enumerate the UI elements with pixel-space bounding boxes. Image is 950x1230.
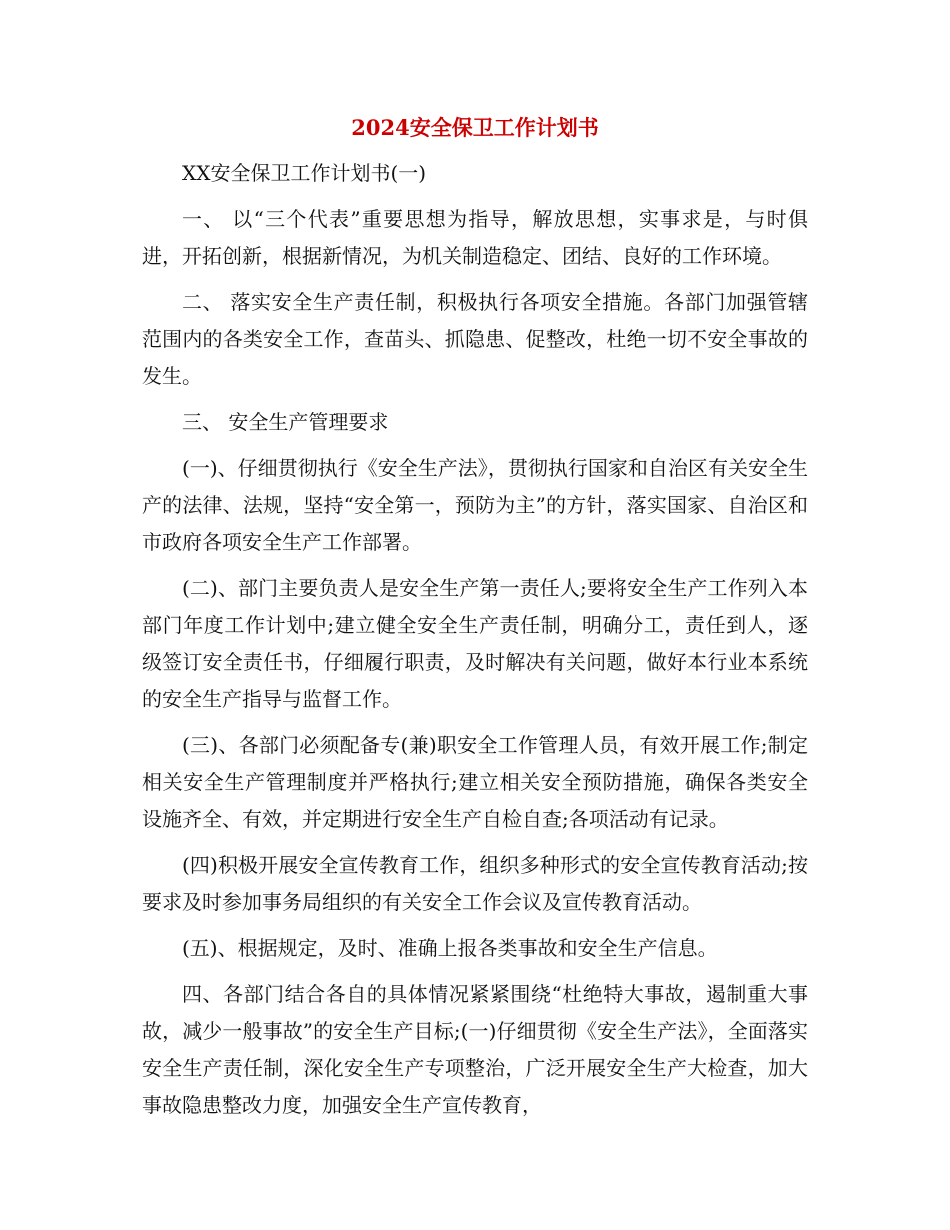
paragraph-subtitle: XX安全保卫工作计划书(一) bbox=[182, 161, 427, 185]
document-body bbox=[142, 155, 808, 1133]
paragraph-item-1: (一)、仔细贯彻执行《安全生产法》，贯彻执行国家和自治区有关安全生产的法律、法规，坚持“安全第一，预防为主”的方针，落实国家、自治区和市政府各项安全生产工作部署。 bbox=[142, 456, 808, 554]
paragraph-section-2: 二、 落实安全生产责任制，积极执行各项安全措施。各部门加强管辖范围内的各类安全工作，查苗头、抓隐患、促整改，杜绝一切不安全事故的发生。 bbox=[142, 290, 808, 388]
paragraph-section-1: 一、 以“三个代表”重要思想为指导，解放思想，实事求是，与时俱进，开拓创新，根据新情况，为机关制造稳定、团结、良好的工作环境。 bbox=[142, 207, 808, 268]
paragraph-item-5: (五)、根据规定，及时、准确上报各类事故和安全生产信息。 bbox=[182, 936, 718, 960]
document-title: 2024安全保卫工作计划书 bbox=[351, 115, 599, 140]
paragraph-item-3: (三)、各部门必须配备专(兼)职安全工作管理人员，有效开展工作;制定相关安全生产管理制度并严格执行;建立相关安全预防措施，确保各类安全设施齐全、有效，并定期进行安全生产自检自查;各项活动有记录。 bbox=[142, 733, 808, 831]
paragraph-section-3-heading: 三、 安全生产管理要求 bbox=[182, 410, 389, 434]
paragraph-item-2: (二)、部门主要负责人是安全生产第一责任人;要将安全生产工作列入本部门年度工作计划中;建立健全安全生产责任制，明确分工，责任到人，逐级签订安全责任书，仔细履行职责，及时解决有关问题，做好本行业本系统的安全生产指导与监督工作。 bbox=[142, 576, 808, 711]
paragraph-section-4: 四、各部门结合各自的具体情况紧紧围绕“杜绝特大事故，遏制重大事故，减少一般事故”的安全生产目标;(一)仔细贯彻《安全生产法》，全面落实安全生产责任制，深化安全生产专项整治，广泛开展安全生产大检查，加大事故隐患整改力度，加强安全生产宣传教育， bbox=[142, 982, 808, 1117]
paragraph-item-4: (四)积极开展安全宣传教育工作，组织多种形式的安全宣传教育活动;按要求及时参加事务局组织的有关安全工作会议及宣传教育活动。 bbox=[142, 853, 808, 914]
